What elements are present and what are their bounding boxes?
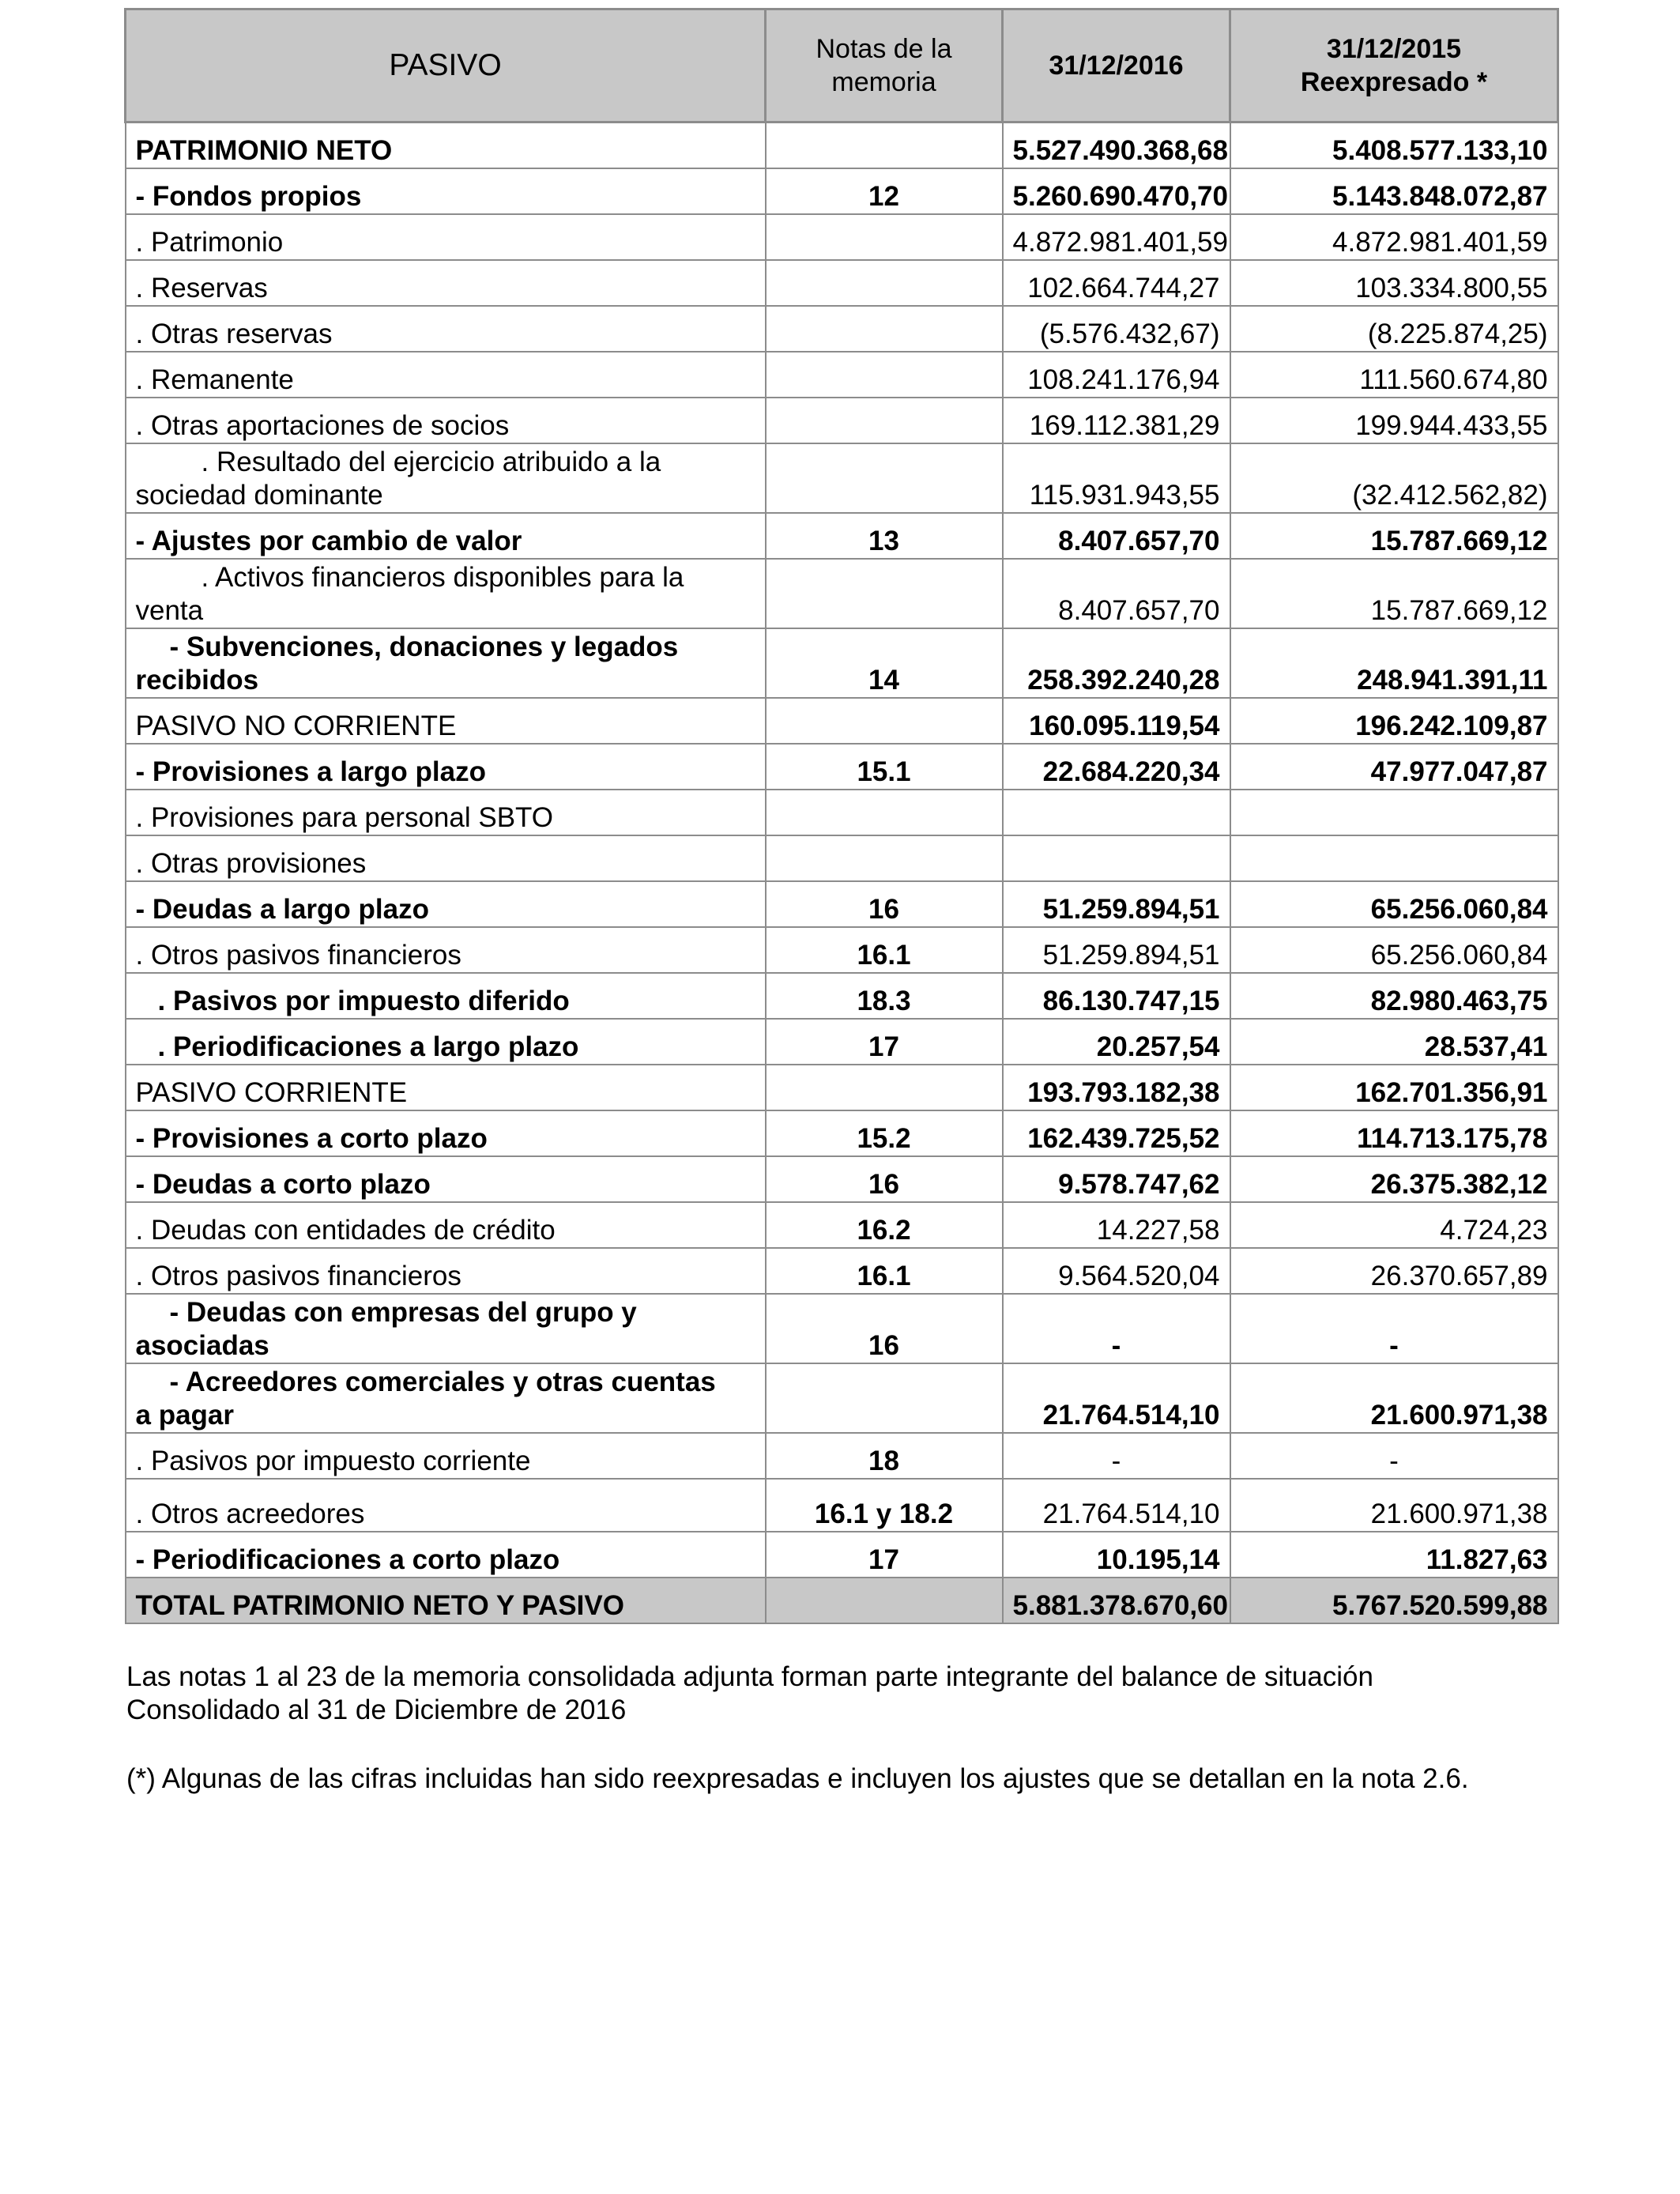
row-value-2016: 115.931.943,55 [1003,443,1230,513]
row-nota: 12 [766,168,1003,214]
row-nota: 16.1 [766,1248,1003,1294]
table-row-provisiones-corto [126,1110,1558,1156]
row-value-2015: 11.827,63 [1230,1532,1558,1578]
row-nota [766,1363,1003,1433]
row-nota [766,214,1003,260]
row-value-2015: 26.375.382,12 [1230,1156,1558,1202]
row-label-line2: asociadas [135,1330,269,1361]
row-value-2016: (5.576.432,67) [1003,306,1230,352]
row-value-2016: 8.407.657,70 [1003,513,1230,559]
row-label: - Deudas a largo plazo [126,881,766,927]
balance-sheet-table [124,8,1559,1624]
row-nota [766,352,1003,398]
row-label-line1: - Acreedores comerciales y otras cuentas [169,1367,716,1397]
row-label [126,559,766,628]
table-row-ajustes-cambio-valor [126,513,1558,559]
row-value-2016: 51.259.894,51 [1003,881,1230,927]
row-value-2015: 15.787.669,12 [1230,559,1558,628]
header-2015 [1230,9,1558,123]
row-label [126,1294,766,1363]
header-2016: 31/12/2016 [1003,9,1230,123]
row-value-2015: - [1230,1294,1558,1363]
row-value-2016: 4.872.981.401,59 [1003,214,1230,260]
row-nota [766,790,1003,835]
row-label: - Ajustes por cambio de valor [126,513,766,559]
row-value-2015: 4.872.981.401,59 [1230,214,1558,260]
header-notas-line1: Notas de la [816,34,952,64]
header-notas [766,9,1003,123]
row-value-2016: 5.260.690.470,70 [1003,168,1230,214]
row-value-2016: 51.259.894,51 [1003,927,1230,973]
table-row-otras-aportaciones [126,398,1558,443]
table-row-otros-acreedores [126,1479,1558,1532]
row-value-2016: 162.439.725,52 [1003,1110,1230,1156]
row-value-2016: 9.564.520,04 [1003,1248,1230,1294]
footnote-reexpresado: (*) Algunas de las cifras incluidas han sido reexpresadas e incluyen los ajustes que se detallan en la nota 2.6. [126,1763,1469,1794]
row-value-2015: 47.977.047,87 [1230,744,1558,790]
row-value-2016: 160.095.119,54 [1003,698,1230,744]
row-nota: 18 [766,1433,1003,1479]
row-nota [766,698,1003,744]
row-label: . Provisiones para personal SBTO [126,790,766,835]
row-nota: 15.2 [766,1110,1003,1156]
row-value-2015: 5.767.520.599,88 [1230,1578,1558,1623]
table-row-provisiones-largo [126,744,1558,790]
row-value-2016: 102.664.744,27 [1003,260,1230,306]
row-nota: 18.3 [766,973,1003,1019]
row-label: . Remanente [126,352,766,398]
row-label-line2: recibidos [135,665,259,696]
footnote-notas-line1: Las notas 1 al 23 de la memoria consolidada adjunta forman parte integrante del balance de situación [126,1661,1373,1692]
table-row-deudas-largo [126,881,1558,927]
footnote-notas [126,1661,1549,1727]
table-row-resultado-ejercicio [126,443,1558,513]
row-label: . Otras reservas [126,306,766,352]
row-nota: 16.1 y 18.2 [766,1479,1003,1532]
row-label-line1: - Deudas con empresas del grupo y [169,1297,637,1328]
row-label: - Periodificaciones a corto plazo [126,1532,766,1578]
row-nota: 17 [766,1019,1003,1065]
row-nota [766,559,1003,628]
row-value-2015: (8.225.874,25) [1230,306,1558,352]
row-value-2016: 5.881.378.670,60 [1003,1578,1230,1623]
row-nota: 16 [766,1294,1003,1363]
row-label: . Periodificaciones a largo plazo [126,1019,766,1065]
row-nota [766,398,1003,443]
row-value-2015: 15.787.669,12 [1230,513,1558,559]
table-row-reservas [126,260,1558,306]
table-row-patrimonio-neto [126,123,1558,169]
row-value-2016 [1003,790,1230,835]
row-value-2016: 5.527.490.368,68 [1003,123,1230,169]
row-label: . Otros acreedores [126,1479,766,1532]
table-row-pasivos-impuesto-corriente [126,1433,1558,1479]
row-value-2016: - [1003,1433,1230,1479]
row-label: - Deudas a corto plazo [126,1156,766,1202]
table-row-fondos-propios [126,168,1558,214]
row-label [126,628,766,698]
row-value-2015: (32.412.562,82) [1230,443,1558,513]
row-nota: 16 [766,881,1003,927]
row-label-line2: venta [135,595,204,626]
table-row-periodificaciones-largo [126,1019,1558,1065]
row-nota: 16.1 [766,927,1003,973]
footnote-notas-line2: Consolidado al 31 de Diciembre de 2016 [126,1695,627,1725]
table-row-total [126,1578,1558,1623]
row-label [126,1363,766,1433]
row-value-2016: 22.684.220,34 [1003,744,1230,790]
table-row-pasivo-no-corriente [126,698,1558,744]
table-header-row [126,9,1558,123]
row-label: PATRIMONIO NETO [126,123,766,169]
table-row-otros-pasivos-financieros-cp [126,1248,1558,1294]
table-row-otros-pasivos-financieros-lp [126,927,1558,973]
row-value-2015: 248.941.391,11 [1230,628,1558,698]
row-value-2016: 193.793.182,38 [1003,1065,1230,1110]
header-2015-line2: Reexpresado * [1300,67,1488,97]
row-value-2015: 162.701.356,91 [1230,1065,1558,1110]
row-nota [766,1065,1003,1110]
table-row-subvenciones [126,628,1558,698]
row-value-2016: 14.227,58 [1003,1202,1230,1248]
row-nota: 15.1 [766,744,1003,790]
row-value-2016: 10.195,14 [1003,1532,1230,1578]
table-row-otras-provisiones [126,835,1558,881]
table-row-otras-reservas [126,306,1558,352]
table-row-deudas-corto [126,1156,1558,1202]
row-nota [766,1578,1003,1623]
row-value-2015 [1230,835,1558,881]
row-nota [766,443,1003,513]
row-value-2015: 5.143.848.072,87 [1230,168,1558,214]
row-value-2015: 103.334.800,55 [1230,260,1558,306]
row-value-2016: 169.112.381,29 [1003,398,1230,443]
row-label: - Fondos propios [126,168,766,214]
table-row-provisiones-personal [126,790,1558,835]
row-label: . Patrimonio [126,214,766,260]
row-nota: 14 [766,628,1003,698]
table-row-patrimonio [126,214,1558,260]
row-nota [766,306,1003,352]
row-value-2015: 5.408.577.133,10 [1230,123,1558,169]
row-label-line2: a pagar [135,1400,234,1431]
row-value-2015: 4.724,23 [1230,1202,1558,1248]
row-label-line2: sociedad dominante [135,480,383,511]
row-nota: 17 [766,1532,1003,1578]
row-value-2016: - [1003,1294,1230,1363]
row-value-2016: 258.392.240,28 [1003,628,1230,698]
row-value-2015: 82.980.463,75 [1230,973,1558,1019]
row-label: PASIVO CORRIENTE [126,1065,766,1110]
table-row-pasivo-corriente [126,1065,1558,1110]
row-value-2015: 111.560.674,80 [1230,352,1558,398]
table-row-deudas-empresas-grupo [126,1294,1558,1363]
row-value-2015: 21.600.971,38 [1230,1479,1558,1532]
row-label-line1: . Activos financieros disponibles para la [201,562,684,593]
row-nota: 16 [766,1156,1003,1202]
row-value-2015: 28.537,41 [1230,1019,1558,1065]
row-label: . Deudas con entidades de crédito [126,1202,766,1248]
table-row-pasivos-impuesto-diferido [126,973,1558,1019]
row-label [126,443,766,513]
table-row-remanente [126,352,1558,398]
row-label: . Otros pasivos financieros [126,1248,766,1294]
row-label: PASIVO NO CORRIENTE [126,698,766,744]
row-value-2015: 65.256.060,84 [1230,881,1558,927]
table-row-activos-financieros [126,559,1558,628]
row-label-line1: . Resultado del ejercicio atribuido a la [201,447,661,477]
table-row-acreedores-comerciales [126,1363,1558,1433]
row-value-2015: 196.242.109,87 [1230,698,1558,744]
row-value-2016: 20.257,54 [1003,1019,1230,1065]
row-nota [766,260,1003,306]
header-2015-line1: 31/12/2015 [1326,34,1462,64]
row-value-2015: 65.256.060,84 [1230,927,1558,973]
header-notas-line2: memoria [831,67,936,97]
row-label: . Otros pasivos financieros [126,927,766,973]
row-value-2015: 199.944.433,55 [1230,398,1558,443]
row-value-2015: - [1230,1433,1558,1479]
row-nota [766,123,1003,169]
row-value-2016: 86.130.747,15 [1003,973,1230,1019]
row-value-2016: 21.764.514,10 [1003,1363,1230,1433]
header-pasivo: PASIVO [126,9,766,123]
row-value-2016: 21.764.514,10 [1003,1479,1230,1532]
row-nota [766,835,1003,881]
table-row-periodificaciones-corto [126,1532,1558,1578]
row-label: . Otras aportaciones de socios [126,398,766,443]
row-label: - Provisiones a largo plazo [126,744,766,790]
row-value-2016 [1003,835,1230,881]
row-label: . Pasivos por impuesto diferido [126,973,766,1019]
row-label: TOTAL PATRIMONIO NETO Y PASIVO [126,1578,766,1623]
row-value-2015: 114.713.175,78 [1230,1110,1558,1156]
row-value-2015: 21.600.971,38 [1230,1363,1558,1433]
row-value-2015: 26.370.657,89 [1230,1248,1558,1294]
row-label: - Provisiones a corto plazo [126,1110,766,1156]
row-nota: 13 [766,513,1003,559]
row-value-2016: 9.578.747,62 [1003,1156,1230,1202]
row-label: . Reservas [126,260,766,306]
table-row-deudas-entidades-credito [126,1202,1558,1248]
row-value-2015 [1230,790,1558,835]
row-label: . Pasivos por impuesto corriente [126,1433,766,1479]
row-label-line1: - Subvenciones, donaciones y legados [169,631,679,662]
row-label: . Otras provisiones [126,835,766,881]
row-value-2016: 8.407.657,70 [1003,559,1230,628]
row-value-2016: 108.241.176,94 [1003,352,1230,398]
row-nota: 16.2 [766,1202,1003,1248]
